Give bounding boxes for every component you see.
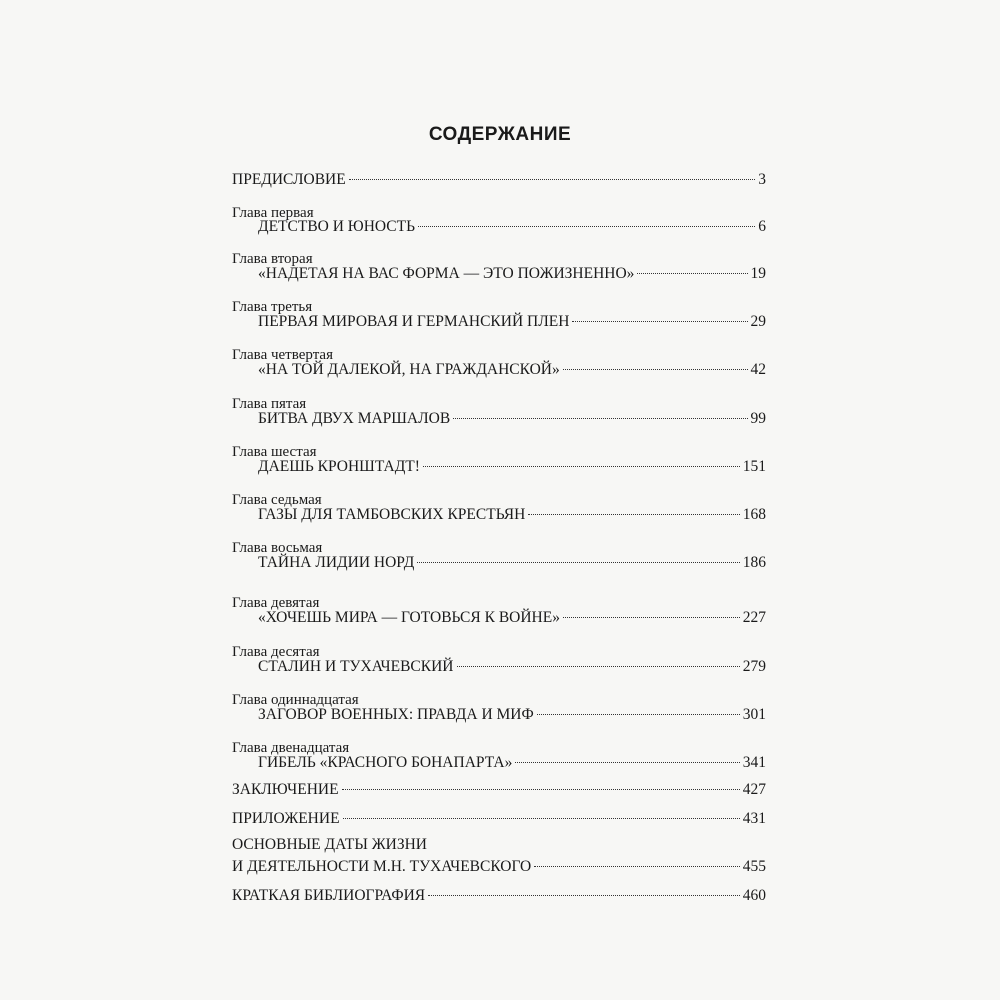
toc-entry[interactable] bbox=[258, 753, 766, 773]
toc-entry[interactable] bbox=[232, 809, 766, 829]
toc-entry[interactable] bbox=[232, 886, 766, 906]
toc-entry[interactable] bbox=[258, 705, 766, 725]
toc-entry[interactable] bbox=[232, 857, 766, 877]
dot-leader bbox=[423, 466, 740, 467]
entry-page: 301 bbox=[742, 706, 766, 723]
entry-title: ГАЗЫ ДЛЯ ТАМБОВСКИХ КРЕСТЬЯН bbox=[258, 506, 526, 523]
entry-title: ДЕТСТВО И ЮНОСТЬ bbox=[258, 218, 416, 235]
toc-entry[interactable] bbox=[258, 217, 766, 237]
page-title: СОДЕРЖАНИЕ bbox=[428, 124, 572, 145]
dot-leader bbox=[349, 179, 756, 180]
entry-page: 341 bbox=[742, 754, 766, 771]
entry-title-line1: ОСНОВНЫЕ ДАТЫ ЖИЗНИ bbox=[232, 836, 427, 853]
toc-entry[interactable] bbox=[232, 170, 766, 190]
chapter-label: Глава шестая bbox=[232, 444, 317, 460]
dot-leader bbox=[534, 866, 739, 867]
dot-leader bbox=[428, 895, 740, 896]
dot-leader bbox=[515, 762, 739, 763]
entry-page: 6 bbox=[758, 218, 766, 235]
toc-entry[interactable] bbox=[258, 264, 766, 284]
entry-page: 227 bbox=[742, 609, 766, 626]
entry-page: 186 bbox=[742, 554, 766, 571]
chapter-label: Глава десятая bbox=[232, 644, 320, 660]
entry-page: 460 bbox=[742, 887, 766, 904]
chapter-label: Глава пятая bbox=[232, 396, 307, 412]
toc-entry[interactable] bbox=[258, 360, 766, 380]
chapter-label: Глава вторая bbox=[232, 251, 313, 267]
toc-entry[interactable] bbox=[258, 409, 766, 429]
entry-page: 19 bbox=[750, 265, 766, 282]
chapter-label: Глава двенадцатая bbox=[232, 740, 350, 756]
toc-entry[interactable] bbox=[258, 608, 766, 628]
dot-leader bbox=[457, 666, 740, 667]
entry-page: 151 bbox=[742, 458, 766, 475]
toc-entry[interactable] bbox=[258, 553, 766, 573]
entry-page: 431 bbox=[742, 810, 766, 827]
entry-title: ЗАГОВОР ВОЕННЫХ: ПРАВДА И МИФ bbox=[258, 706, 534, 723]
entry-page: 29 bbox=[750, 313, 766, 330]
dot-leader bbox=[343, 818, 740, 819]
entry-page: 168 bbox=[742, 506, 766, 523]
entry-title: ПРИЛОЖЕНИЕ bbox=[232, 810, 340, 827]
dot-leader bbox=[572, 321, 747, 322]
toc-entry[interactable] bbox=[232, 780, 766, 800]
dot-leader bbox=[418, 226, 755, 227]
chapter-label: Глава восьмая bbox=[232, 540, 323, 556]
dot-leader bbox=[563, 369, 748, 370]
entry-title: ПРЕДИСЛОВИЕ bbox=[232, 171, 346, 188]
entry-title: КРАТКАЯ БИБЛИОГРАФИЯ bbox=[232, 887, 426, 904]
toc-entry[interactable] bbox=[258, 312, 766, 332]
entry-title: «ХОЧЕШЬ МИРА — ГОТОВЬСЯ К ВОЙНЕ» bbox=[258, 609, 560, 626]
entry-title: ЗАКЛЮЧЕНИЕ bbox=[232, 781, 339, 798]
chapter-label: Глава четвертая bbox=[232, 347, 333, 363]
entry-title: БИТВА ДВУХ МАРШАЛОВ bbox=[258, 410, 451, 427]
entry-title: ГИБЕЛЬ «КРАСНОГО БОНАПАРТА» bbox=[258, 754, 513, 771]
toc-entry[interactable] bbox=[258, 657, 766, 677]
dot-leader bbox=[537, 714, 740, 715]
toc-entry[interactable] bbox=[258, 457, 766, 477]
entry-page: 279 bbox=[742, 658, 766, 675]
chapter-label: Глава седьмая bbox=[232, 492, 322, 508]
dot-leader bbox=[453, 418, 747, 419]
chapter-label: Глава первая bbox=[232, 205, 314, 221]
dot-leader bbox=[417, 562, 739, 563]
entry-title: «НА ТОЙ ДАЛЕКОЙ, НА ГРАЖДАНСКОЙ» bbox=[258, 361, 560, 378]
chapter-label: Глава одиннадцатая bbox=[232, 692, 359, 708]
entry-page: 42 bbox=[750, 361, 766, 378]
entry-page: 3 bbox=[758, 171, 766, 188]
dot-leader bbox=[528, 514, 739, 515]
dot-leader bbox=[563, 617, 740, 618]
entry-page: 455 bbox=[742, 858, 766, 875]
entry-title: ДАЕШЬ КРОНШТАДТ! bbox=[258, 458, 420, 475]
entry-title: «НАДЕТАЯ НА ВАС ФОРМА — ЭТО ПОЖИЗНЕННО» bbox=[258, 265, 635, 282]
toc-entry[interactable] bbox=[258, 505, 766, 525]
entry-title: ТАЙНА ЛИДИИ НОРД bbox=[258, 554, 415, 571]
entry-title: ПЕРВАЯ МИРОВАЯ И ГЕРМАНСКИЙ ПЛЕН bbox=[258, 313, 570, 330]
dot-leader bbox=[342, 789, 740, 790]
chapter-label: Глава девятая bbox=[232, 595, 320, 611]
entry-title: СТАЛИН И ТУХАЧЕВСКИЙ bbox=[258, 658, 454, 675]
entry-page: 99 bbox=[750, 410, 766, 427]
entry-page: 427 bbox=[742, 781, 766, 798]
chapter-label: Глава третья bbox=[232, 299, 313, 315]
dot-leader bbox=[637, 273, 747, 274]
entry-title: И ДЕЯТЕЛЬНОСТИ М.Н. ТУХАЧЕВСКОГО bbox=[232, 858, 532, 875]
